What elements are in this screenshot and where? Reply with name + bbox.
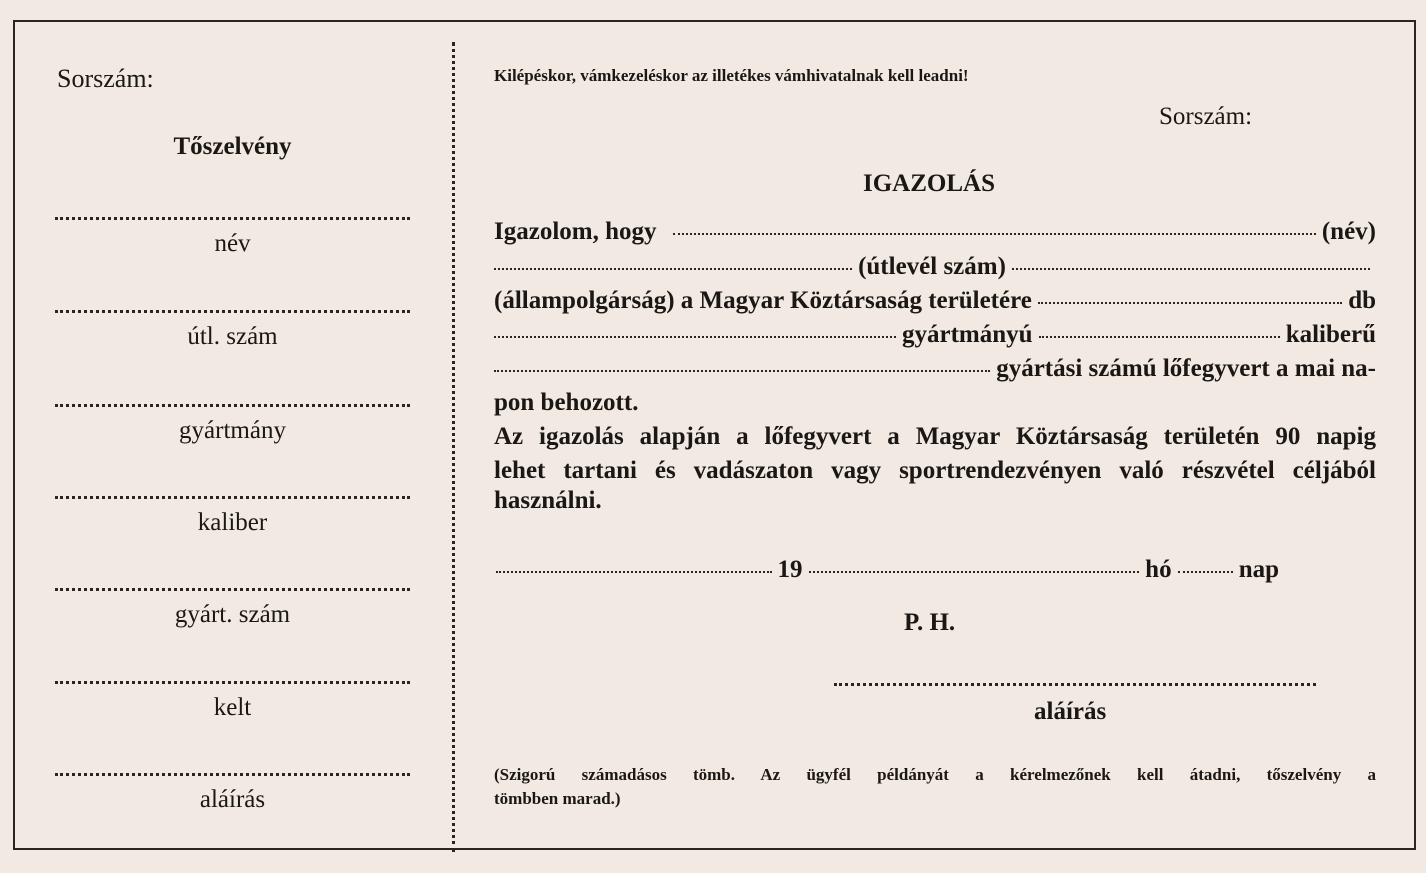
dotted-fill [494, 370, 990, 372]
dotted-fill [494, 268, 852, 270]
dotted-fill [494, 336, 896, 338]
footnote-line: (Szigorú számadásos tömb. Az ügyfél példányát a kérelmezőnek kell átadni, tőszelvény a [494, 765, 1376, 784]
stub-dotted-line [55, 588, 410, 591]
dotted-fill [1038, 302, 1342, 304]
stub-field-serial: gyárt. szám [174, 601, 291, 628]
line-text: kaliberű [1285, 321, 1376, 348]
stub-field-name: név [214, 230, 251, 257]
dotted-fill [1039, 336, 1280, 338]
dotted-fill [1012, 268, 1370, 270]
line-serial [494, 355, 1376, 383]
dotted-fill [1178, 571, 1233, 573]
date-line [496, 556, 1279, 584]
footnote-line: tömbben marad.) [494, 789, 621, 808]
line-text: lehet tartani és vadászaton vagy sportrendezvényen való részvétel céljából [494, 457, 1376, 484]
signature-line [834, 683, 1316, 686]
main-sorszam-label: Sorszám: [1159, 103, 1253, 130]
stub-field-caliber: kaliber [197, 509, 268, 536]
stub-field-signature: aláírás [199, 786, 266, 813]
stub-dotted-line [55, 773, 410, 776]
stub-field-passport: útl. szám [187, 323, 278, 350]
dotted-fill [673, 233, 1316, 235]
stamp-place-label: P. H. [904, 609, 956, 636]
line-text: db [1348, 287, 1376, 314]
signature-label: aláírás [1034, 698, 1107, 725]
line-text: Igazolom, hogy [494, 218, 657, 245]
line-text: (állampolgárság) a Magyar Köztársaság területére [494, 287, 1032, 314]
certificate-title: IGAZOLÁS [863, 170, 995, 197]
stub-title: Tőszelvény [173, 133, 292, 160]
line-text: pon behozott. [494, 389, 639, 416]
stub-sorszam-label: Sorszám: [57, 64, 154, 93]
line-text: (útlevél szám) [858, 253, 1006, 280]
stub-dotted-line [55, 404, 410, 407]
stub-field-make: gyártmány [179, 417, 286, 444]
line-make [494, 321, 1376, 349]
date-month-label: hó [1145, 556, 1172, 583]
dotted-fill [496, 571, 772, 573]
line-text: használni. [494, 487, 602, 514]
date-year-prefix: 19 [777, 556, 803, 583]
line-name [494, 218, 1376, 246]
stub-dotted-line [55, 217, 410, 220]
stub-field-date: kelt [213, 694, 252, 721]
stub-dotted-line [55, 496, 410, 499]
line-text: gyártási számú lőfegyvert a mai na- [996, 355, 1376, 382]
stub-dotted-line [55, 310, 410, 313]
line-text: (név) [1321, 218, 1376, 245]
stub-dotted-line [55, 681, 410, 684]
perforation-line [452, 42, 455, 852]
line-citizenship [494, 287, 1376, 315]
line-text: Az igazolás alapján a lőfegyvert a Magyar Köztársaság területén 90 napig [494, 423, 1376, 450]
line-text: gyártmányú [901, 321, 1033, 348]
notice-text: Kilépéskor, vámkezeléskor az illetékes vámhivatalnak kell leadni! [494, 66, 969, 85]
dotted-fill [809, 571, 1140, 573]
date-day-label: nap [1238, 556, 1279, 583]
line-passport [494, 253, 1376, 281]
